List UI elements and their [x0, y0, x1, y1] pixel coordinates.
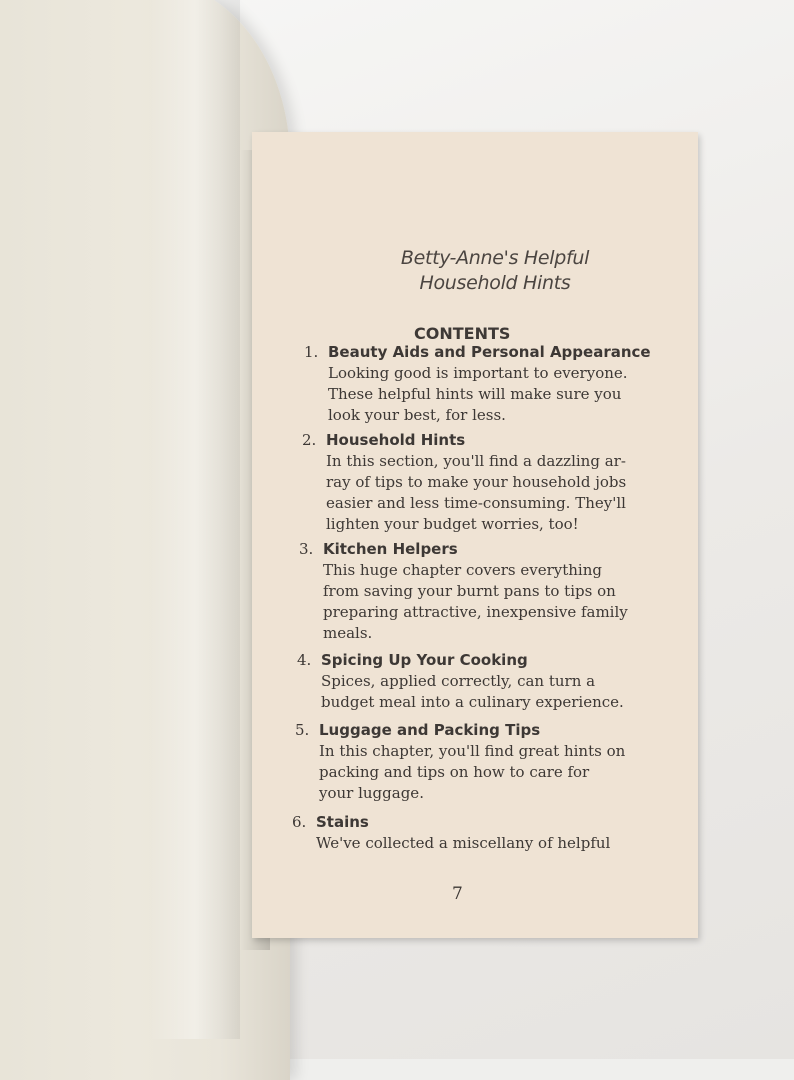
- right-page: [252, 132, 698, 938]
- entry-heading: Beauty Aids and Personal Appearance: [328, 343, 651, 361]
- entry-line: In this section, you'll find a dazzling ar-: [326, 452, 626, 470]
- book-title-line1: Betty-Anne's Helpful: [400, 247, 590, 269]
- entry-number: 4.: [297, 651, 312, 669]
- entry-heading: Household Hints: [326, 431, 466, 449]
- entry-line: These helpful hints will make sure you: [328, 385, 622, 403]
- entry-line: budget meal into a culinary experience.: [321, 693, 624, 711]
- entry-line: packing and tips on how to care for: [319, 763, 590, 781]
- entry-line: look your best, for less.: [328, 406, 506, 424]
- entry-line: ray of tips to make your household jobs: [326, 473, 627, 491]
- entry-line: Spices, applied correctly, can turn a: [321, 672, 596, 690]
- book-title-line2: Household Hints: [419, 272, 571, 294]
- entry-line: preparing attractive, inexpensive family: [323, 603, 628, 621]
- entry-number: 3.: [299, 540, 314, 558]
- entry-heading: Stains: [316, 813, 369, 831]
- entry-heading: Luggage and Packing Tips: [319, 721, 541, 739]
- entry-number: 1.: [304, 343, 319, 361]
- entry-heading: Spicing Up Your Cooking: [321, 651, 528, 669]
- entry-number: 6.: [292, 813, 307, 831]
- entry-line: In this chapter, you'll find great hints on: [319, 742, 626, 760]
- entry-line: We've collected a miscellany of helpful: [316, 834, 611, 852]
- entry-number: 5.: [295, 721, 310, 739]
- entry-line: your luggage.: [319, 784, 424, 802]
- page-curl-highlight: [150, 0, 240, 1039]
- entry-line: easier and less time-consuming. They'll: [326, 494, 626, 512]
- entry-number: 2.: [302, 431, 317, 449]
- entry-line: This huge chapter covers everything: [323, 561, 602, 579]
- entry-heading: Kitchen Helpers: [323, 540, 458, 558]
- entry-line: from saving your burnt pans to tips on: [323, 582, 616, 600]
- page-number: 7: [452, 884, 463, 904]
- entry-line: lighten your budget worries, too!: [326, 515, 579, 533]
- entry-line: meals.: [323, 624, 373, 642]
- entry-line: Looking good is important to everyone.: [328, 364, 628, 382]
- contents-heading: CONTENTS: [414, 324, 511, 343]
